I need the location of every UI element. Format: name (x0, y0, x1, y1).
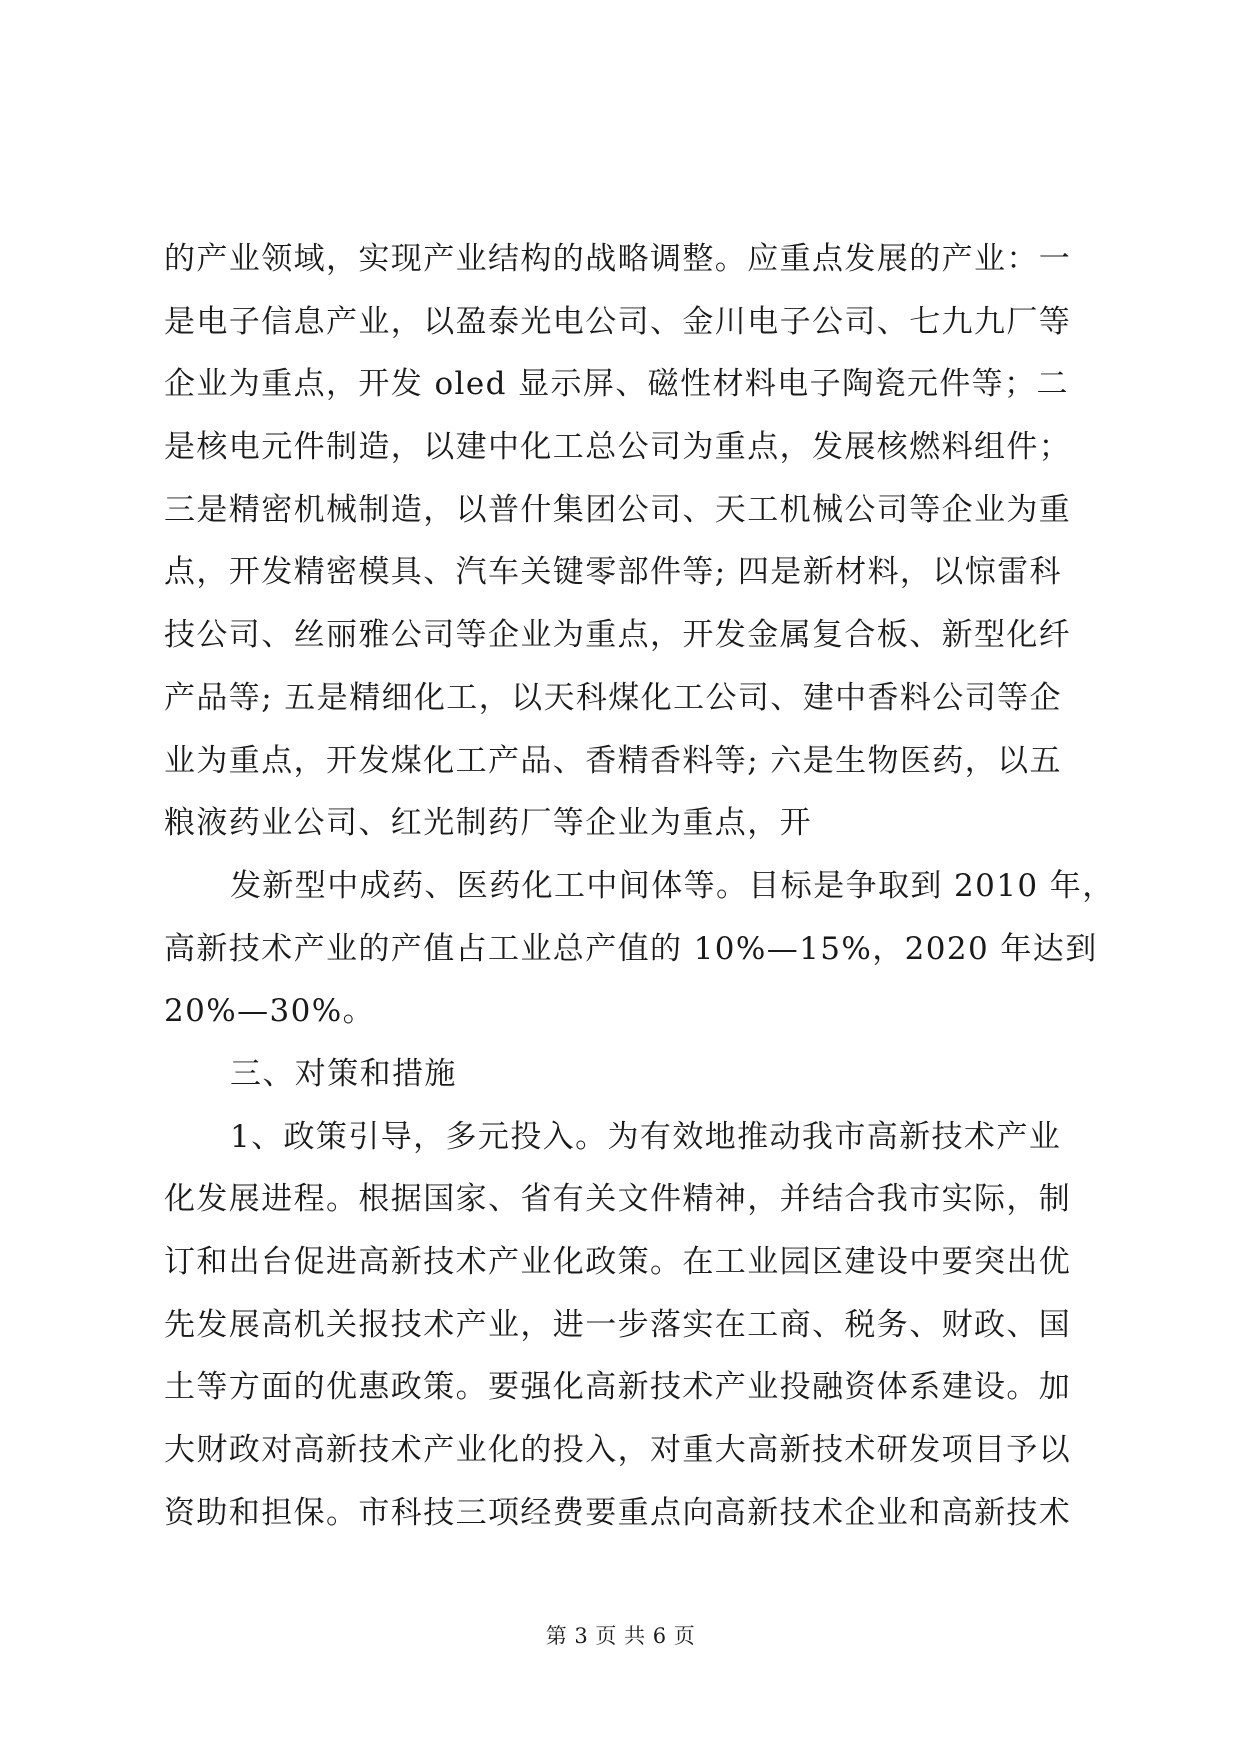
text-line: 业为重点，开发煤化工产品、香精香料等; 六是生物医药，以五 (164, 742, 1062, 779)
document-body (164, 228, 1115, 1544)
text-line: 化发展进程。根据国家、省有关文件精神，并结合我市实际，制 (164, 1181, 1072, 1218)
text-line: 的产业领域，实现产业结构的战略调整。应重点发展的产业：一 (164, 241, 1072, 277)
text-line: 点，开发精密模具、汽车关键零部件等; 四是新材料，以惊雷科 (164, 554, 1062, 591)
text-line: 是电子信息产业，以盈泰光电公司、金川电子公司、七九九厂等 (164, 303, 1072, 340)
text-line: 三、对策和措施 (230, 1055, 457, 1092)
page-number-footer: 第 3 页 共 6 页 (545, 1624, 696, 1648)
text-line: 高新技术产业的产值占工业总产值的 10%—15%，2020 年达到 (164, 930, 1098, 967)
text-line: 1、政策引导，多元投入。为有效地推动我市高新技术产业 (230, 1118, 1062, 1155)
text-line: 粮液药业公司、红光制药厂等企业为重点，开 (164, 805, 812, 842)
text-line: 三是精密机械制造，以普什集团公司、天工机械公司等企业为重 (164, 491, 1072, 528)
text-line: 资助和担保。市科技三项经费要重点向高新技术企业和高新技术 (164, 1494, 1072, 1531)
text-line: 企业为重点，开发 oled 显示屏、磁性材料电子陶瓷元件等；二 (164, 366, 1069, 403)
text-line: 产品等; 五是精细化工，以天科煤化工公司、建中香料公司等企 (164, 679, 1062, 716)
text-line: 20%—30%。 (164, 993, 376, 1030)
text-line: 是核电元件制造，以建中化工总公司为重点，发展核燃料组件； (164, 429, 1072, 466)
text-line: 发新型中成药、医药化工中间体等。目标是争取到 2010 年， (230, 867, 1115, 904)
text-line: 订和出台促进高新技术产业化政策。在工业园区建设中要突出优 (164, 1244, 1072, 1280)
text-line: 大财政对高新技术产业化的投入，对重大高新技术研发项目予以 (164, 1432, 1072, 1469)
text-line: 技公司、丝丽雅公司等企业为重点，开发金属复合板、新型化纤 (164, 617, 1072, 654)
text-line: 先发展高机关报技术产业，进一步落实在工商、税务、财政、国 (164, 1306, 1072, 1343)
text-line: 土等方面的优惠政策。要强化高新技术产业投融资体系建设。加 (164, 1369, 1072, 1406)
